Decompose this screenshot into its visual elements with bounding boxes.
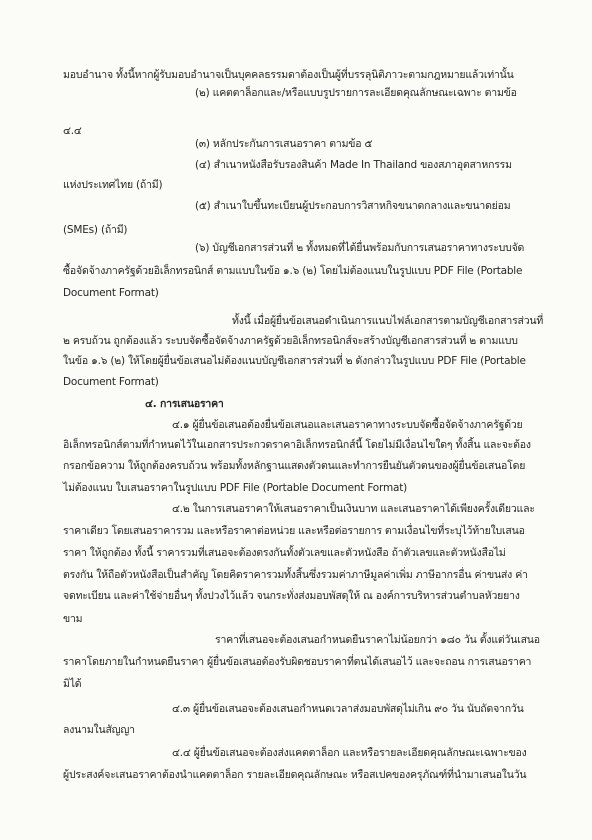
text-line: กรอกข้อความ ให้ถูกต้องครบถ้วน พร้อมทั้งหลักฐานแสดงตัวตนและทำการยืนยันตัวตนของผู้ยื่นข้อเสนอโดย: [63, 460, 526, 472]
text-line: อิเล็กทรอนิกส์ตามที่กำหนดไว้ในเอกสารประกวดราคาอิเล็กทรอนิกส์นี้ โดยไม่มีเงื่อนไขใดๆ ทั้งสิ้น และจะต้อง: [63, 439, 531, 451]
text-line: ทั้งนี้ เมื่อผู้ยื่นข้อเสนอดำเนินการแนบไฟล์เอกสารตามบัญชีเอกสารส่วนที่: [232, 315, 544, 327]
text-line: จดทะเบียน และค่าใช้จ่ายอื่นๆ ทั้งปวงไว้แล้ว จนกระทั่งส่งมอบพัสดุให้ ณ องค์การบริหารส่วนตำบลหัวยยาง: [63, 590, 520, 602]
text-line: ขาม: [63, 613, 83, 625]
list-item-4: (๔) สำเนาหนังสือรับรองสินค้า Made In Thailand ของสภาอุตสาหกรรม: [195, 159, 512, 171]
text-line: ราคาโดยภายในกำหนดยืนราคา ผู้ยื่นข้อเสนอต้องรับผิดชอบราคาที่ตนได้เสนอไว้ และจะถอน การเสนอราคา: [63, 656, 532, 668]
list-item-2: (๒) แคตตาล็อกและ/หรือแบบรูปรายการละเอียดคุณลักษณะเฉพาะ ตามข้อ: [195, 87, 517, 99]
text-line: (SMEs) (ถ้ามี): [63, 224, 128, 236]
text-line: ๔.๔ ผู้ยื่นข้อเสนอจะต้องส่งแคตตาล็อก และหรือรายละเอียดคุณลักษณะเฉพาะของ: [172, 747, 527, 759]
section-heading: ๔. การเสนอราคา: [145, 398, 224, 410]
list-item-6: (๖) บัญชีเอกสารส่วนที่ ๒ ทั้งหมดที่ได้ยื่นพร้อมกับการเสนอราคาทางระบบจัด: [195, 242, 525, 254]
text-line: ลงนามในสัญญา: [63, 724, 135, 736]
text-line: ๔.๓ ผู้ยื่นข้อเสนอจะต้องเสนอกำหนดเวลาส่งมอบพัสดุไม่เกิน ๙๐ วัน นับถัดจากวัน: [172, 703, 524, 715]
text-line: มิได้: [63, 678, 82, 690]
text-line: ราคาที่เสนอจะต้องเสนอกำหนดยืนราคาไม่น้อยกว่า ๑๘๐ วัน ตั้งแต่วันเสนอ: [215, 634, 540, 646]
text-line: ๒ ครบถ้วน ถูกต้องแล้ว ระบบจัดซื้อจัดจ้างภาครัฐด้วยอิเล็กทรอนิกส์จะสร้างบัญชีเอกสารส่วนที่ ๒ ตามแบบ: [63, 335, 518, 347]
text-line: ราคาเดียว โดยเสนอราคารวม และหรือราคาต่อหน่วย และหรือต่อรายการ ตามเงื่อนไขที่ระบุไว้ท้ายใบเสนอ: [63, 525, 525, 537]
text-line: ซื้อจัดจ้างภาครัฐด้วยอิเล็กทรอนิกส์ ตามแบบในข้อ ๑.๖ (๒) โดยไม่ต้องแนบในรูปแบบ PDF File (Portable: [63, 265, 523, 277]
list-item-3: (๓) หลักประกันการเสนอราคา ตามข้อ ๕: [195, 138, 373, 150]
text-line: ในข้อ ๑.๖ (๒) ให้โดยผู้ยื่นข้อเสนอไม่ต้องแนบบัญชีเอกสารส่วนที่ ๒ ดังกล่าวในรูปแบบ PDF File (Portable: [63, 355, 526, 367]
text-line: ๔.๑ ผู้ยื่นข้อเสนอต้องยื่นข้อเสนอและเสนอราคาทางระบบจัดซื้อจัดจ้างภาครัฐด้วย: [172, 419, 523, 431]
text-line: ตรงกัน ให้ถือตัวหนังสือเป็นสำคัญ โดยคิดราคารวมทั้งสิ้นซึ่งรวมค่าภาษีมูลค่าเพิ่ม ภาษีอากรอื่น ค่าขนส่ง ค่า: [63, 569, 528, 581]
text-line: ๔.๒ ในการเสนอราคาให้เสนอราคาเป็นเงินบาท และเสนอราคาได้เพียงครั้งเดียวและ: [172, 503, 535, 515]
text-line: Document Format): [63, 287, 159, 299]
text-line: ไม่ต้องแนบ ใบเสนอราคาในรูปแบบ PDF File (Portable Document Format): [63, 482, 408, 494]
text-line: ราคา ให้ถูกต้อง ทั้งนี้ ราคารวมที่เสนอจะต้องตรงกันทั้งตัวเลขและตัวหนังสือ ถ้าตัวเลขและตัวหนังสือไม่: [63, 547, 506, 559]
text-line: ๔.๔: [63, 125, 82, 137]
text-line: มอบอำนาจ ทั้งนี้หากผู้รับมอบอำนาจเป็นบุคคลธรรมดาต้องเป็นผู้ที่บรรลุนิติภาวะตามกฎหมายแล้วเท่านั้น: [63, 69, 514, 81]
list-item-5: (๕) สำเนาใบขึ้นทะเบียนผู้ประกอบการวิสาหกิจขนาดกลางและขนาดย่อม: [195, 200, 511, 212]
text-line: ผู้ประสงค์จะเสนอราคาต้องนำแคตตาล็อก รายละเอียดคุณลักษณะ หรือสเปคของครุภัณฑ์ที่นำมาเสนอในวัน: [63, 769, 527, 781]
text-line: แห่งประเทศไทย (ถ้ามี): [63, 179, 163, 191]
text-line: Document Format): [63, 376, 159, 388]
